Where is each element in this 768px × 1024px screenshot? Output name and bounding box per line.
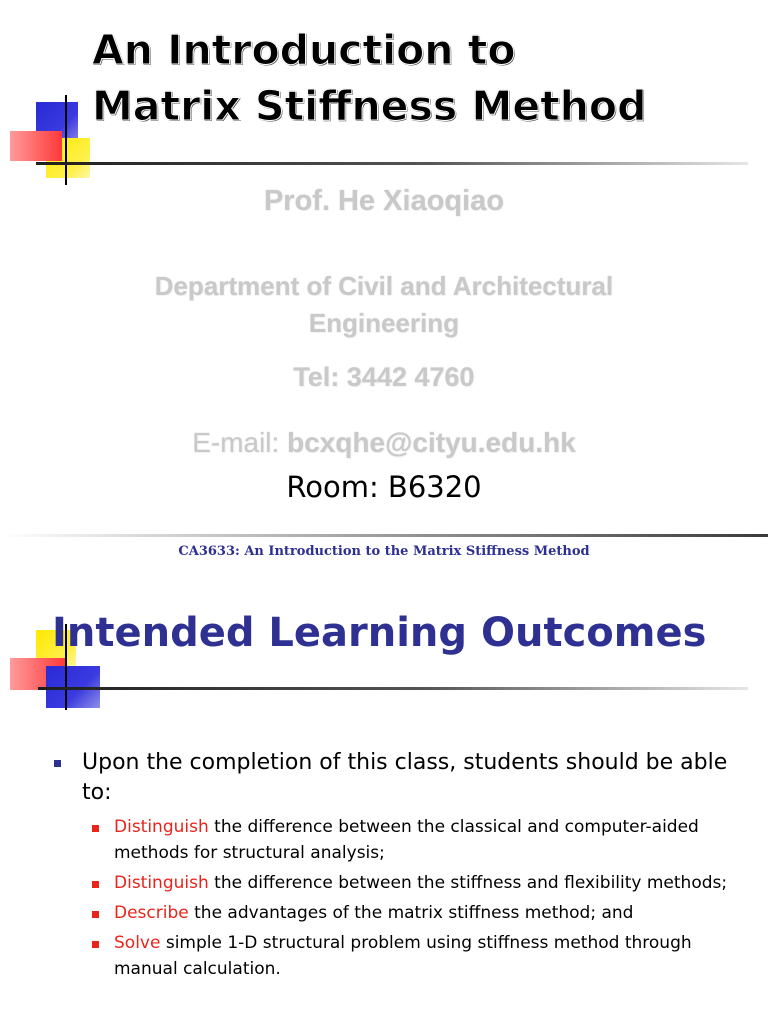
outcomes-title: Intended Learning Outcomes bbox=[52, 610, 707, 656]
outcome-item bbox=[50, 814, 750, 866]
slide-outcomes bbox=[0, 580, 768, 1024]
outcome-item bbox=[50, 900, 750, 926]
red-bullet-icon bbox=[92, 881, 99, 888]
title-line-1: An Introduction to bbox=[92, 26, 516, 74]
outcome-sublist bbox=[50, 814, 750, 982]
outcome-verb: Describe bbox=[114, 903, 189, 923]
outcome-text: simple 1-D structural problem using stiffness method through manual calculation. bbox=[114, 933, 692, 979]
red-bullet-icon bbox=[92, 911, 99, 918]
department-line-1: Department of Civil and Architectural bbox=[154, 271, 614, 301]
outcome-text: the advantages of the matrix stiffness method; and bbox=[188, 903, 634, 923]
vertical-rule bbox=[65, 95, 67, 185]
department-line-2: Engineering bbox=[308, 308, 460, 338]
red-square bbox=[10, 131, 62, 161]
email-address[interactable]: bcxqhe@cityu.edu.hk bbox=[287, 427, 576, 458]
title-underline bbox=[38, 687, 748, 690]
professor-name: Prof. He Xiaoqiao bbox=[263, 185, 505, 217]
telephone: Tel: 3442 4760 bbox=[293, 362, 475, 392]
outcomes-list bbox=[50, 748, 750, 986]
email-label: E-mail: bbox=[192, 427, 288, 458]
title-underline bbox=[36, 162, 748, 165]
square-bullet-icon bbox=[54, 760, 61, 767]
red-bullet-icon bbox=[92, 825, 99, 832]
outcome-text: the difference between the stiffness and flexibility methods; bbox=[208, 873, 728, 893]
outcome-verb: Distinguish bbox=[114, 873, 209, 893]
outcome-item bbox=[50, 930, 750, 982]
footer-rule bbox=[0, 534, 768, 537]
intro-text: Upon the completion of this class, students should be able to: bbox=[82, 750, 728, 805]
intro-bullet bbox=[50, 748, 750, 808]
department bbox=[0, 268, 768, 342]
room: Room: B6320 bbox=[286, 470, 482, 504]
outcome-verb: Solve bbox=[114, 933, 161, 953]
outcome-item bbox=[50, 870, 750, 896]
red-bullet-icon bbox=[92, 941, 99, 948]
outcome-text: the difference between the classical and computer-aided methods for structural analysis; bbox=[114, 817, 699, 863]
email bbox=[0, 427, 768, 459]
slide-title-heading bbox=[92, 22, 646, 134]
outcome-verb: Distinguish bbox=[114, 817, 209, 837]
title-line-2: Matrix Stiffness Method bbox=[92, 82, 647, 130]
slide-footer: CA3633: An Introduction to the Matrix Stiffness Method bbox=[178, 544, 590, 559]
